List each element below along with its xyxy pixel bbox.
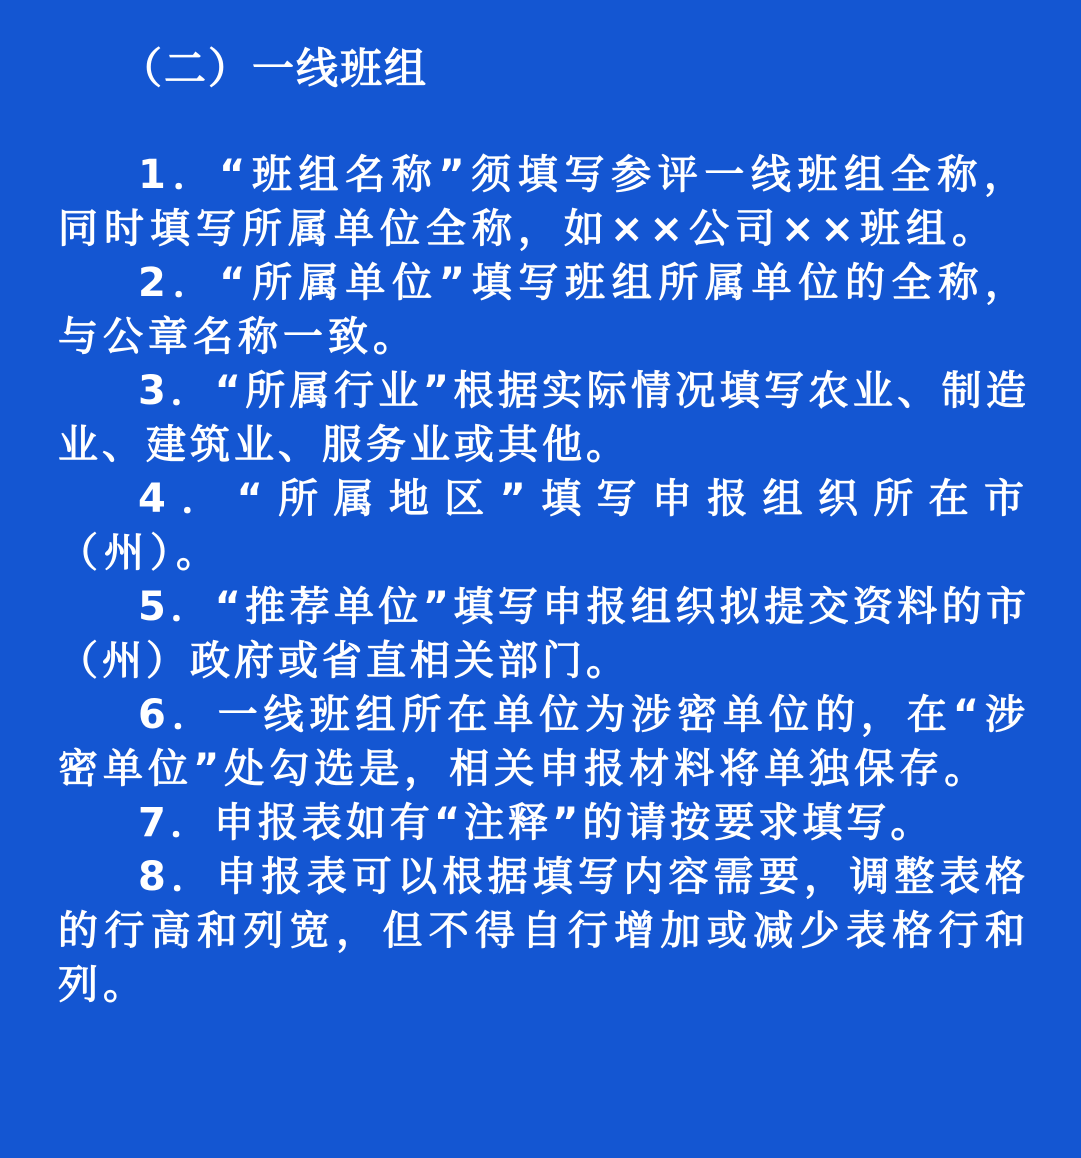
instruction-item-2: 2．“所属单位”填写班组所属单位的全称，与公章名称一致。 — [58, 260, 1030, 360]
instruction-item-1: 1．“班组名称”须填写参评一线班组全称，同时填写所属单位全称，如××公司××班组。 — [58, 152, 1030, 252]
instruction-list — [58, 148, 1030, 1012]
instruction-item-6: 6．一线班组所在单位为涉密单位的，在“涉密单位”处勾选是，相关申报材料将单独保存。 — [58, 692, 1030, 792]
instruction-item-8: 8．申报表可以根据填写内容需要，调整表格的行高和列宽，但不得自行增加或减少表格行和列。 — [58, 854, 1030, 1008]
instruction-item-4: 4．“所属地区”填写申报组织所在市（州）。 — [58, 476, 1030, 576]
instruction-item-7: 7．申报表如有“注释”的请按要求填写。 — [138, 800, 935, 846]
instruction-item-5: 5．“推荐单位”填写申报组织拟提交资料的市（州）政府或省直相关部门。 — [58, 584, 1030, 684]
instruction-item-3: 3．“所属行业”根据实际情况填写农业、制造业、建筑业、服务业或其他。 — [58, 368, 1030, 468]
section-heading: （二）一线班组 — [120, 44, 429, 93]
